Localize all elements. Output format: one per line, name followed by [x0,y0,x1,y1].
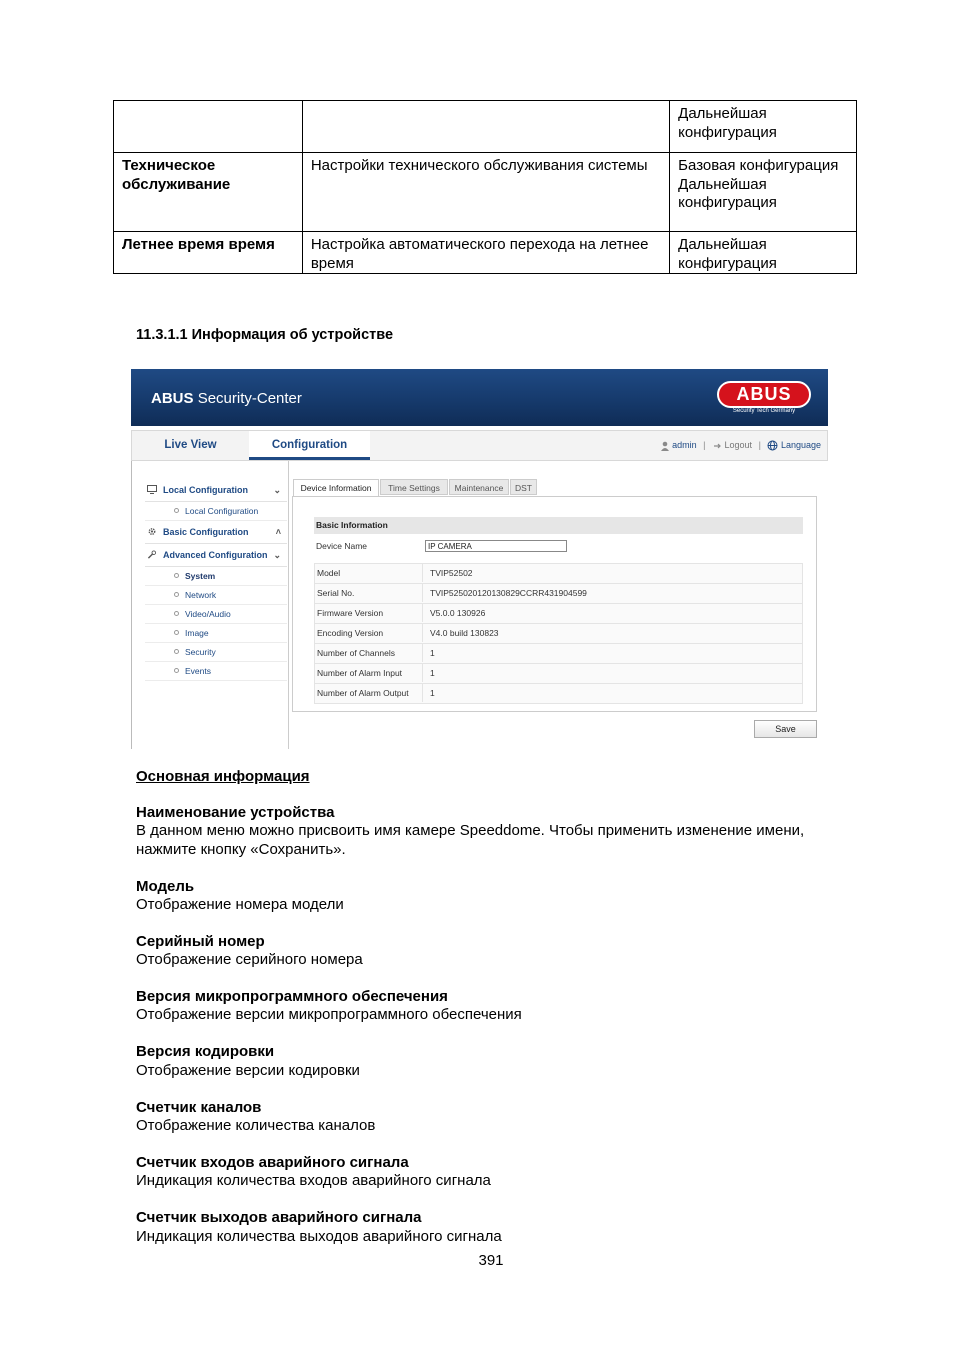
bullet-icon [174,611,179,616]
tab-maintenance[interactable]: Maintenance [449,479,509,495]
sidebar-subitem-label: Security [185,647,216,657]
info-label: Number of Alarm Output [317,688,409,698]
app-title [151,390,302,407]
section-title: Счетчик каналов [136,1099,262,1116]
table-cell: Дальнейшая конфигурация [670,101,857,153]
config-sidebar [145,479,287,681]
tab-device-information[interactable]: Device Information [293,479,379,496]
bullet-icon [174,592,179,597]
section-title: Наименование устройства [136,804,335,821]
section-text: Отображение номера модели [136,896,344,913]
table-cell [114,101,303,153]
section-title: Счетчик входов аварийного сигнала [136,1154,409,1171]
info-row-alarm-output [314,684,803,704]
info-value: TVIP525020120130829CCRR431904599 [422,584,587,602]
gear-icon [147,527,157,536]
section-text: Отображение серийного номера [136,951,363,968]
sidebar-subitem-image[interactable] [145,624,287,643]
info-row-alarm-input [314,664,803,684]
info-value: V4.0 build 130823 [422,624,499,642]
section-title: Модель [136,878,195,895]
app-banner [131,369,828,426]
device-info-panel [292,496,817,712]
sidebar-subitem-label: Local Configuration [185,506,259,516]
wrench-icon [147,550,157,559]
bullet-icon [174,630,179,635]
section-text: Отображение версии кодировки [136,1062,360,1079]
info-row-channels [314,644,803,664]
info-row-encoding [314,624,803,644]
sidebar-subitem-label: Network [185,590,217,600]
logout-link[interactable]: Logout [724,440,753,450]
sidebar-subitem-network[interactable] [145,586,287,605]
basic-info-title: Основная информация [136,768,310,785]
section-title: Версия кодировки [136,1043,275,1060]
info-row-firmware [314,604,803,624]
table-cell [302,101,669,153]
tab-dst[interactable]: DST [510,479,537,495]
info-value: 1 [422,664,435,682]
sidebar-subitem-video-audio[interactable] [145,605,287,624]
sidebar-subitem-label: Video/Audio [185,609,231,619]
table-cell: Дальнейшая конфигурация [670,232,857,274]
sidebar-item-advanced-configuration[interactable] [145,544,287,567]
section-text: Отображение версии микропрограммного обеспечения [136,1006,522,1023]
sidebar-subitem-label: Image [185,628,209,638]
sidebar-subitem-security[interactable] [145,643,287,662]
info-row-model [314,563,803,584]
sidebar-item-local-configuration[interactable] [145,479,287,502]
section-heading: 11.3.1.1 Информация об устройстве [136,327,394,343]
info-value: 1 [422,684,435,702]
tab-live-view[interactable]: Live View [164,439,217,451]
logo-subtitle: Security Tech Germany [732,408,796,414]
sidebar-subitem-events[interactable] [145,662,287,681]
table-row [114,101,857,153]
chevron-down-icon: ⌄ [273,485,281,495]
sidebar-subitem-label: Events [185,666,211,676]
sidebar-divider [288,461,289,749]
table-row [114,153,857,232]
info-value: TVIP52502 [422,564,473,582]
table-cell: Базовая конфигурация Дальнейшая конфигурация [670,153,857,232]
bullet-icon [174,508,179,513]
page-number: 391 [478,1252,504,1269]
sidebar-subitem-label: System [185,571,216,581]
info-label: Model [317,568,341,578]
bullet-icon [174,573,179,578]
info-label: Firmware Version [317,608,384,618]
user-name-link[interactable]: admin [672,440,697,450]
chevron-down-icon: ⌄ [273,550,281,560]
main-navbar [131,430,828,461]
bullet-icon [174,649,179,654]
tab-configuration[interactable]: Configuration [249,431,370,460]
sidebar-item-basic-configuration[interactable] [145,521,287,544]
save-button[interactable]: Save [754,720,817,738]
app-screenshot [131,369,828,749]
sidebar-item-label: Advanced Configuration [163,550,268,560]
sidebar-subitem-local-configuration[interactable] [145,502,287,521]
table-row [114,232,857,274]
info-label: Number of Channels [317,648,395,658]
section-text: Индикация количества выходов аварийного сигнала [136,1228,502,1245]
table-cell: Настройка автоматического перехода на летнее время [302,232,669,274]
section-title: Счетчик выходов аварийного сигнала [136,1209,422,1226]
sidebar-item-label: Basic Configuration [163,527,249,537]
table-cell: Летнее время время [114,232,303,274]
section-title: Версия микропрограммного обеспечения [136,988,448,1005]
table-cell: Настройки технического обслуживания системы [302,153,669,232]
bullet-icon [174,668,179,673]
separator: | [703,440,706,450]
device-name-input[interactable]: IP CAMERA [425,540,567,552]
info-label: Number of Alarm Input [317,668,403,678]
logout-icon [712,441,722,451]
globe-icon [767,440,778,451]
config-table [113,100,857,274]
info-value: 1 [422,644,435,662]
chevron-up-icon: ˄ [275,527,281,537]
section-text: Индикация количества входов аварийного сигнала [136,1172,491,1189]
app-title-text: Security-Center [197,390,302,407]
logo-text: ABUS [736,384,792,404]
device-name-label: Device Name [316,541,368,551]
basic-info-header: Basic Information [314,517,803,534]
info-label: Serial No. [317,588,355,598]
user-icon [660,441,670,451]
table-cell: Техническое обслуживание [114,153,303,232]
info-value: V5.0.0 130926 [422,604,485,622]
monitor-icon [147,485,157,494]
sidebar-subitem-system[interactable] [145,567,287,586]
section-text: В данном меню можно присвоить имя камере Speeddome. Чтобы применить изменение имени, нажмите кнопку «Сохранить». [136,822,805,858]
separator: | [758,440,761,450]
frame-border [131,461,132,749]
abus-logo [717,381,811,408]
brand-name: ABUS [151,390,194,407]
info-row-serial [314,584,803,604]
section-text: Отображение количества каналов [136,1117,376,1134]
language-link[interactable]: Language [780,440,821,450]
sidebar-item-label: Local Configuration [163,485,248,495]
info-label: Encoding Version [317,628,384,638]
info-rows [314,563,803,704]
user-links [660,440,821,451]
section-title: Серийный номер [136,933,265,950]
tab-time-settings[interactable]: Time Settings [380,479,448,495]
